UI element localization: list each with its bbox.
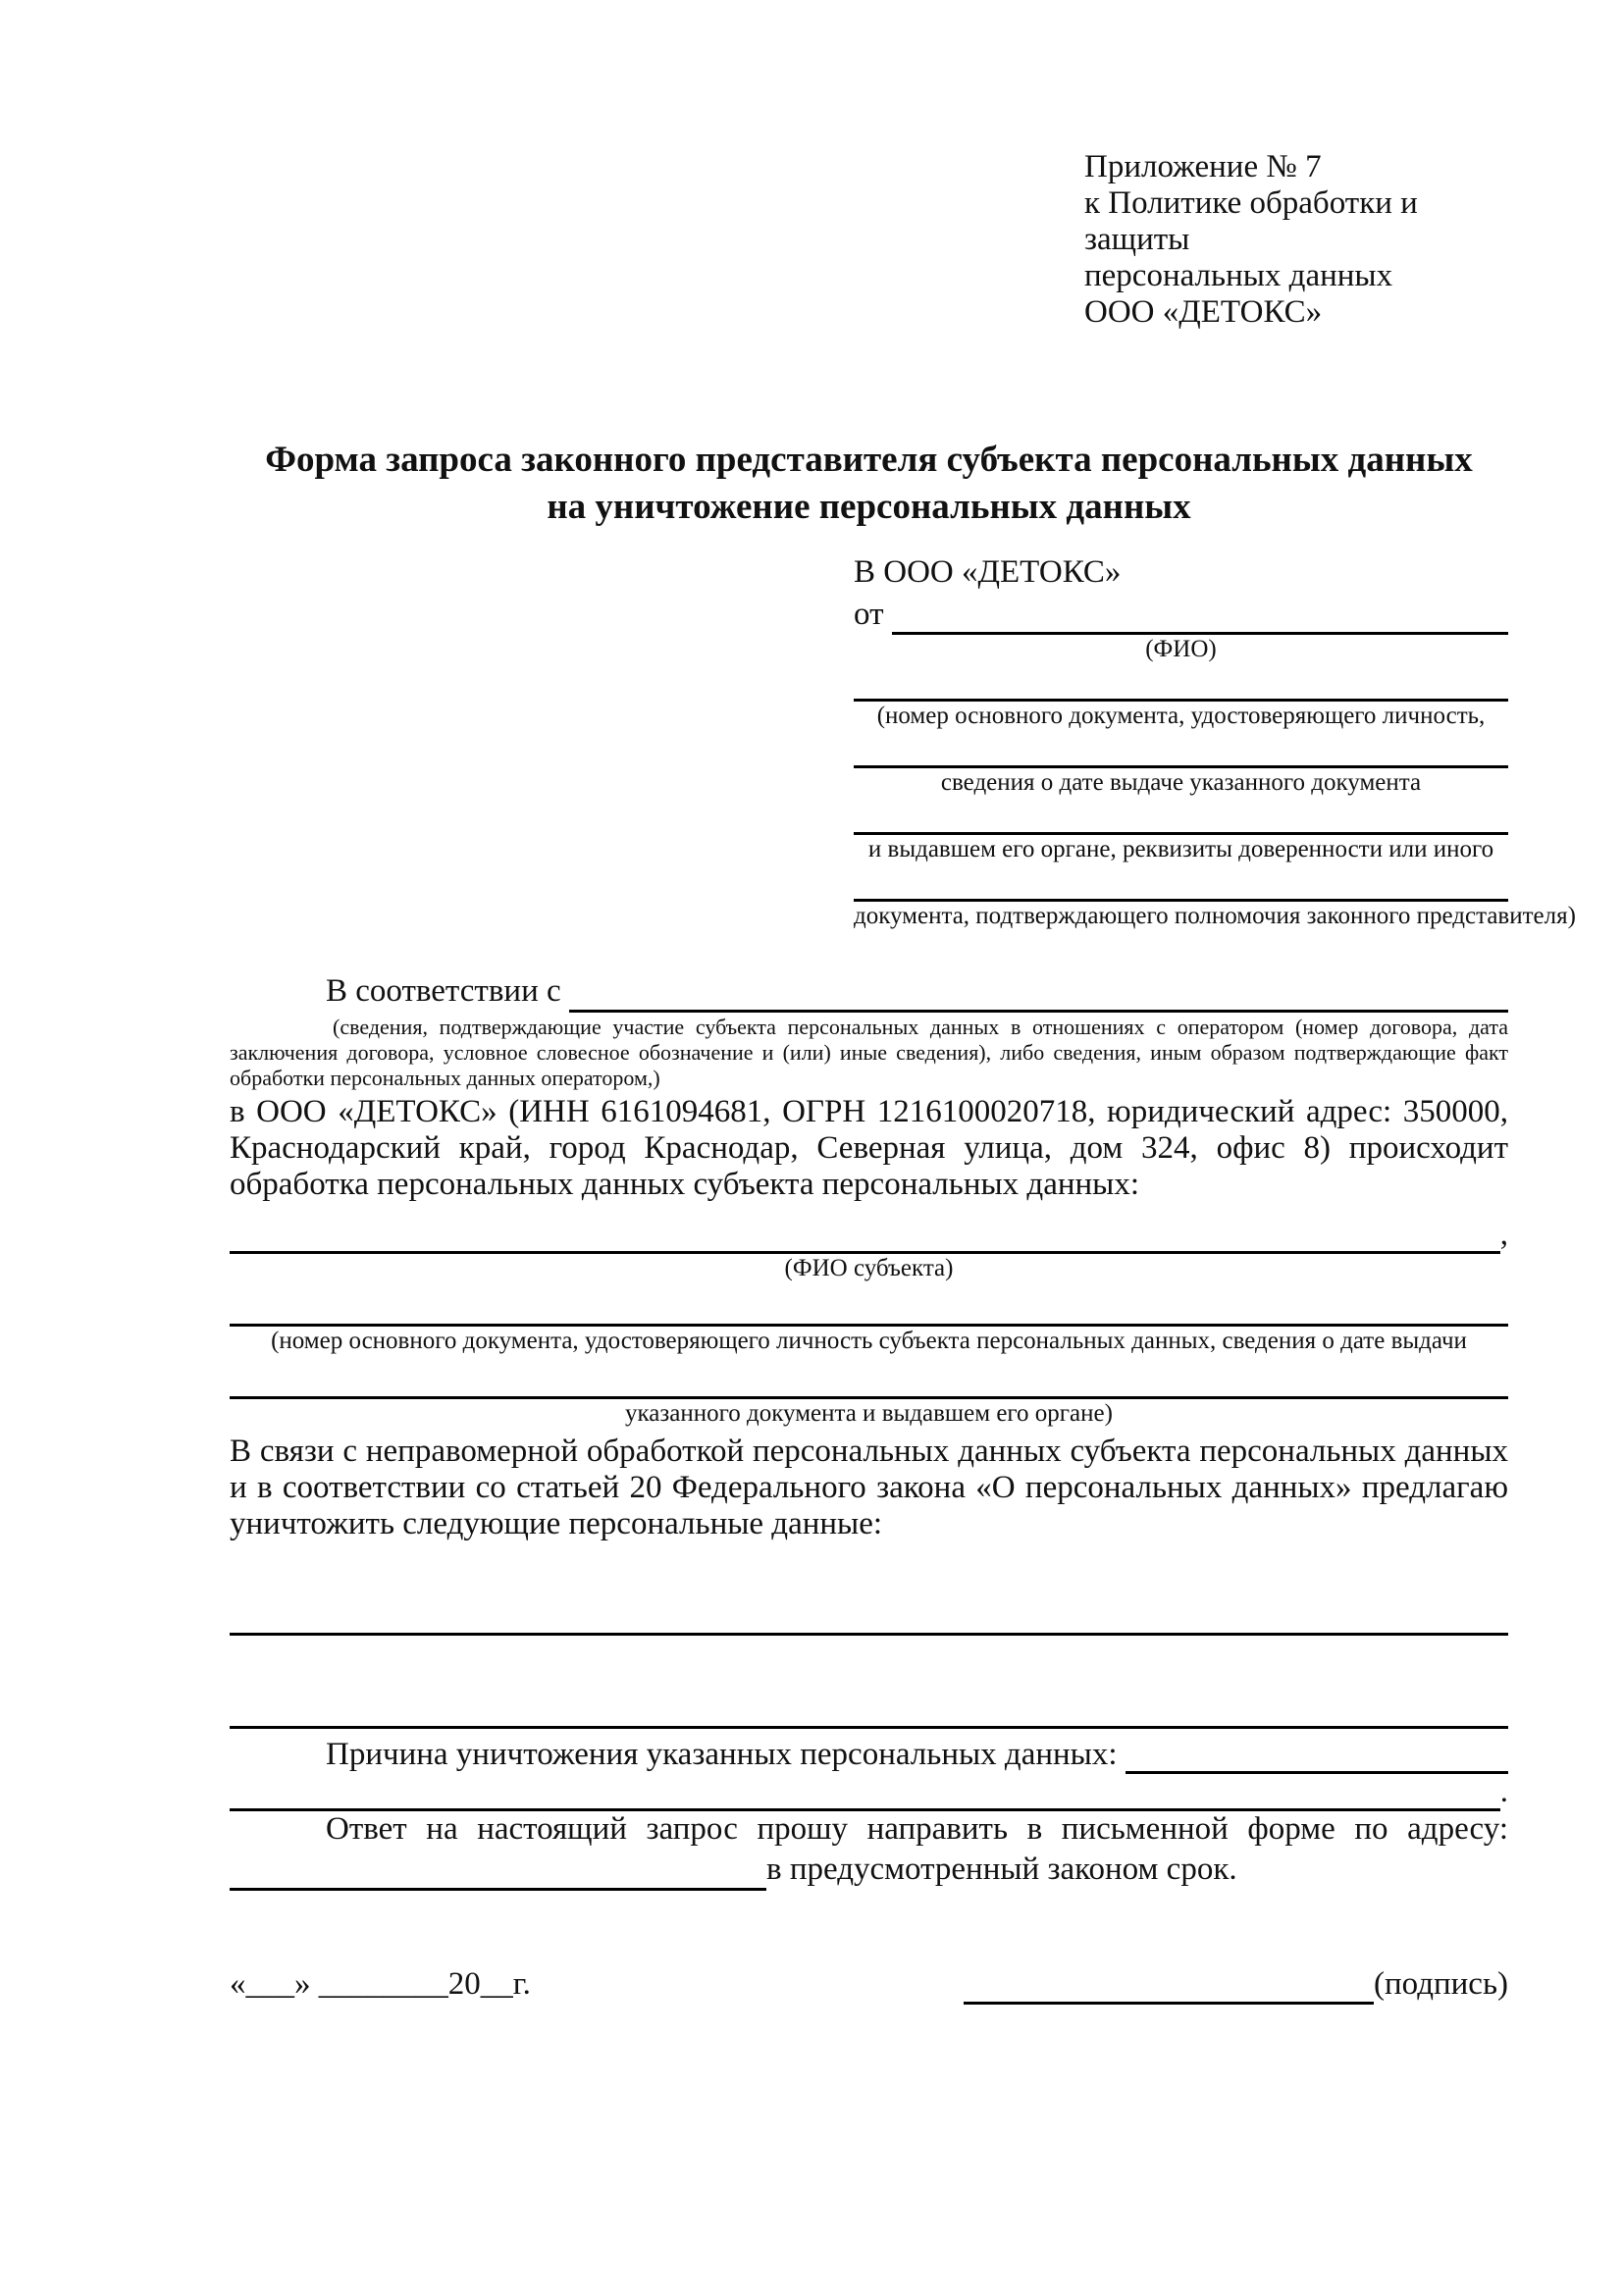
subject-doc-blank-line-1	[230, 1282, 1508, 1327]
from-field-row	[854, 594, 1508, 635]
period-mark: .	[1499, 1774, 1508, 1809]
data-blank-line-1	[230, 1597, 1508, 1636]
comma-mark: ,	[1499, 1217, 1508, 1252]
doc-blank-line-2	[854, 730, 1508, 768]
addressee-block	[854, 550, 1576, 930]
address-blank-line	[230, 1848, 766, 1891]
accordance-blank-line	[569, 969, 1508, 1013]
accordance-lead: В соответствии с	[326, 973, 561, 1009]
doc-blank-line-1	[854, 663, 1508, 702]
fio-caption: (ФИО)	[1145, 636, 1217, 662]
form-title-line2: на уничтожение персональных данных	[547, 487, 1191, 527]
signature-field	[964, 1963, 1508, 2005]
subject-doc-caption-2: указанного документа и выдавшем его органе)	[625, 1400, 1113, 1427]
reason-blank-line-2	[230, 1774, 1500, 1811]
signature-caption: (подпись)	[1374, 1966, 1508, 2002]
appendix-header	[1084, 0, 1508, 331]
fio-blank-line	[892, 594, 1509, 635]
reason-field-row	[230, 1735, 1508, 1774]
subject-fio-caption: (ФИО субъекта)	[784, 1255, 954, 1281]
operator-paragraph: в ООО «ДЕТОКС» (ИНН 6161094681, ОГРН 1216100020718, юридический адрес: 350000, Краснодарский край, город Краснодар, Северная улица, дом 324, офис 8) происходит обработка персональных данных субъекта персональных данных:	[230, 1094, 1508, 1202]
data-blank-line-2	[230, 1691, 1508, 1729]
from-label: от	[854, 597, 884, 632]
subject-fio-field-row	[230, 1217, 1508, 1254]
fine-print-note: (сведения, подтверждающие участие субъекта персональных данных в отношениях с оператором (номер договора, дата заключения договора, условное словесное обозначение и (или) иные сведения), либо сведения, иным образом подтверждающие факт обработки персональных данных оператором,)	[230, 1015, 1508, 1090]
doc-blank-line-4	[854, 863, 1508, 902]
reason-continuation-row	[230, 1774, 1508, 1811]
signature-blank-line	[964, 1963, 1374, 2005]
accordance-field-row	[230, 969, 1508, 1013]
form-title-line1: Форма запроса законного представителя субъекта персональных данных	[265, 440, 1473, 480]
reason-blank-line	[1126, 1735, 1508, 1774]
subject-doc-blank-line-2	[230, 1355, 1508, 1399]
appendix-number: Приложение № 7	[1084, 149, 1322, 184]
appendix-policy-line: к Политике обработки и защиты	[1084, 185, 1418, 257]
reply-address-row	[230, 1848, 1508, 1891]
subject-fio-blank-line	[230, 1217, 1500, 1254]
reply-paragraph: Ответ на настоящий запрос прошу направить в письменной форме по адресу:	[326, 1811, 1508, 1847]
doc-caption-4: документа, подтверждающего полномочия законного представителя)	[854, 903, 1576, 929]
reason-lead: Причина уничтожения указанных персональных данных:	[326, 1737, 1118, 1772]
form-title	[230, 437, 1508, 531]
appendix-company: ООО «ДЕТОКС»	[1084, 294, 1323, 330]
appendix-policy-line2: персональных данных	[1084, 258, 1393, 293]
doc-caption-2: сведения о дате выдаче указанного документа	[940, 769, 1422, 796]
doc-blank-line-3	[854, 797, 1508, 835]
reply-tail: в предусмотренный законом срок.	[766, 1852, 1237, 1887]
signature-footer	[230, 1963, 1508, 2005]
doc-caption-1: (номер основного документа, удостоверяющего личность,	[876, 703, 1486, 729]
demand-paragraph: В связи с неправомерной обработкой персональных данных субъекта персональных данных и в соответствии со статьей 20 Федерального закона «О персональных данных» предлагаю уничтожить следующие персональные данные:	[230, 1434, 1508, 1541]
addressee-to: В ООО «ДЕТОКС»	[854, 554, 1122, 590]
doc-caption-3: и выдавшем его органе, реквизиты доверенности или иного	[867, 836, 1494, 862]
subject-doc-caption-1: (номер основного документа, удостоверяющего личность субъекта персональных данных, сведения о дате выдачи	[271, 1328, 1467, 1354]
date-field: «___» ________20__г.	[230, 1966, 531, 2002]
